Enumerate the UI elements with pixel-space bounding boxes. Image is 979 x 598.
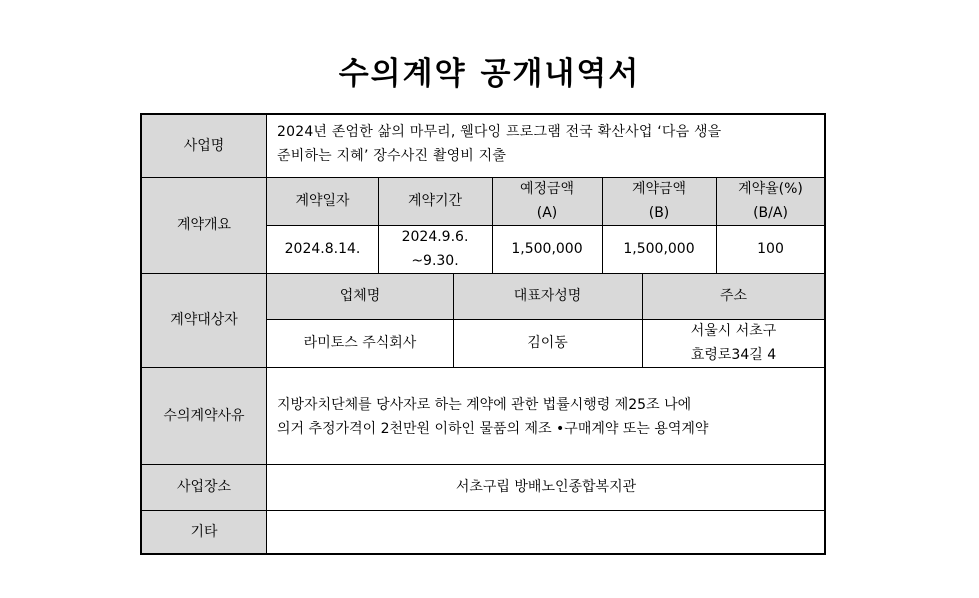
address-line-2: 효령로34길 4 [690,347,777,363]
address-value [642,319,825,367]
contract-date-value: 2024.8.14. [284,241,361,257]
table-border-right [824,113,826,555]
etc-label: 기타 [141,510,267,554]
table-border-bottom [140,553,826,555]
counterparty-label: 계약대상자 [141,273,267,367]
reason-value [267,367,825,464]
estimated-amount-header [492,177,602,225]
business-name-value [267,114,825,177]
title-part-1: 수의계약 [338,56,467,92]
counterparty-subrow-divider [266,319,826,320]
contract-amount-header-line-1: 계약금액 [631,181,687,197]
label-column-divider [266,113,267,555]
row-divider-4 [140,464,826,465]
contract-overview-label: 계약개요 [141,177,267,273]
contract-period-value [378,225,492,273]
row-divider-2 [140,273,826,274]
etc-value [267,510,825,554]
contract-rate-header [716,177,825,225]
company-name-header: 업체명 [267,273,453,319]
row-divider-5 [140,510,826,511]
table-border-top [140,113,826,115]
estimated-amount-header-line-2: (A) [536,205,558,221]
contract-amount-header [602,177,716,225]
document-title [0,48,979,93]
business-name-label: 사업명 [141,114,267,177]
location-label: 사업장소 [141,464,267,510]
contract-rate-value: 100 [757,241,784,257]
overview-col-divider-2 [492,177,493,273]
counterparty-col-divider-1 [453,273,454,367]
row-divider-3 [140,367,826,368]
address-line-1: 서울시 서초구 [690,323,777,339]
contract-rate-header-line-2: (B/A) [753,205,788,221]
location-value: 서초구립 방배노인종합복지관 [455,479,637,495]
table-border-left [140,113,142,555]
reason-label: 수의계약사유 [141,367,267,464]
overview-subrow-divider [266,225,826,226]
reason-line-2: 의거 추정가격이 2천만원 이하인 물품의 제조 •구매계약 또는 용역계약 [277,421,709,437]
representative-value: 김이동 [527,335,568,351]
overview-col-divider-3 [602,177,603,273]
company-name-value: 라미토스 주식회사 [303,335,417,351]
overview-col-divider-4 [716,177,717,273]
row-divider-1 [140,177,826,178]
estimated-amount-value: 1,500,000 [511,241,583,257]
contract-period-header: 계약기간 [378,177,492,225]
contract-period-line-1: 2024.9.6. [401,229,469,245]
contract-date-header: 계약일자 [267,177,378,225]
contract-rate-header-line-1: 계약율(%) [738,181,803,197]
representative-header: 대표자성명 [453,273,642,319]
business-name-line-2: 준비하는 지혜’ 장수사진 촬영비 지출 [277,148,507,164]
business-name-line-1: 2024년 존엄한 삶의 마무리, 웰다잉 프로그램 전국 확산사업 ‘다음 생을 [277,124,722,140]
counterparty-col-divider-2 [642,273,643,367]
reason-line-1: 지방자치단체를 당사자로 하는 계약에 관한 법률시행령 제25조 나에 [277,397,692,413]
overview-col-divider-1 [378,177,379,273]
title-part-2: 공개내역서 [480,56,641,92]
contract-period-line-2: ~9.30. [411,253,459,269]
contract-amount-value: 1,500,000 [623,241,695,257]
address-header: 주소 [642,273,825,319]
estimated-amount-header-line-1: 예정금액 [519,181,575,197]
contract-amount-header-line-2: (B) [648,205,670,221]
